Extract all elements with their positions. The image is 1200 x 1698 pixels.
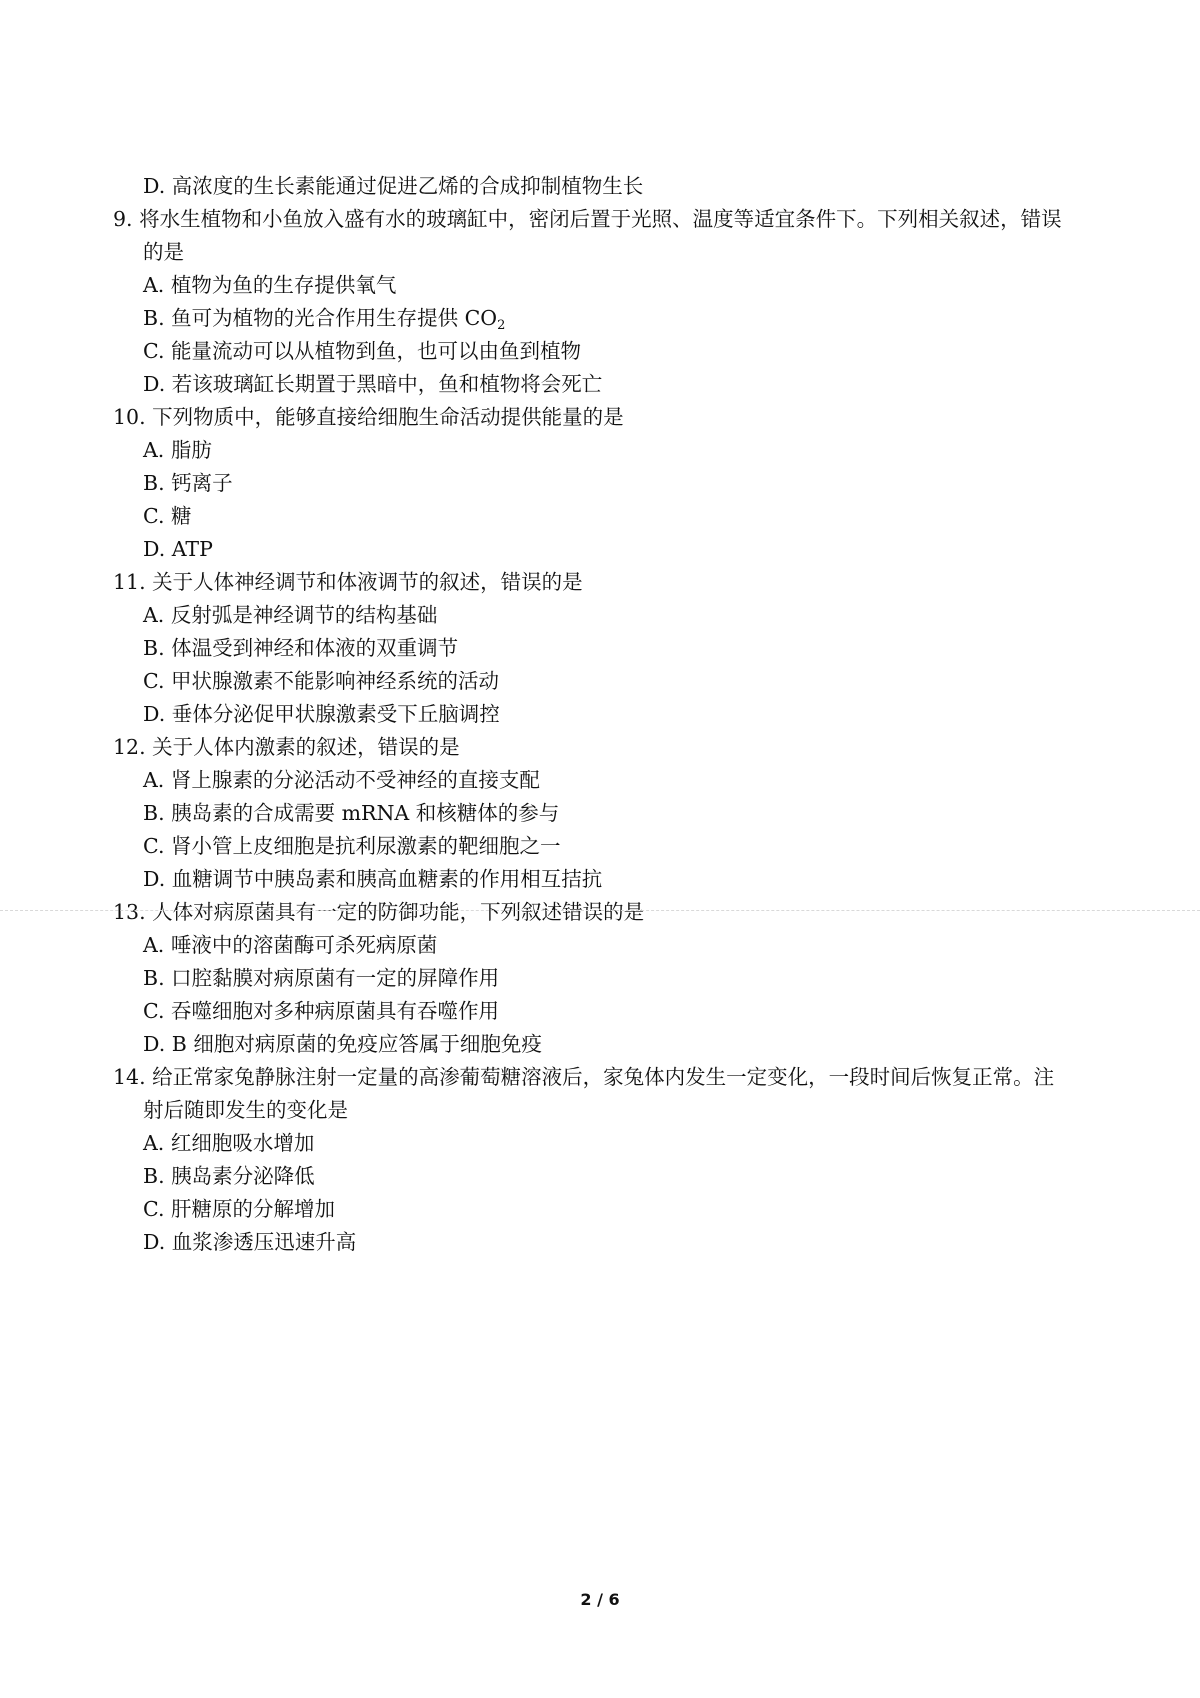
question-9-stem-cont: 的是 [143, 240, 184, 264]
question-10-option-c: C. 糖 [143, 504, 192, 528]
page-number: 2 / 6 [580, 1590, 620, 1609]
question-14-stem: 14. 给正常家兔静脉注射一定量的高渗葡萄糖溶液后，家兔体内发生一定变化，一段时间后恢复正常。注 [113, 1065, 1055, 1089]
option-b-text: B. 鱼可为植物的光合作用生存提供 CO [143, 306, 498, 330]
question-13-option-c: C. 吞噬细胞对多种病原菌具有吞噬作用 [143, 999, 499, 1023]
question-13-option-d: D. B 细胞对病原菌的免疫应答属于细胞免疫 [143, 1032, 542, 1056]
option-d-prev: D. 高浓度的生长素能通过促进乙烯的合成抑制植物生长 [143, 174, 644, 198]
question-list [113, 170, 1103, 1259]
question-10-option-a: A. 脂肪 [143, 438, 212, 462]
question-12-option-d: D. 血糖调节中胰岛素和胰高血糖素的作用相互拮抗 [143, 867, 603, 891]
question-14-option-d: D. 血浆渗透压迅速升高 [143, 1230, 357, 1254]
question-9-option-b [113, 302, 1103, 335]
question-13-stem: 13. 人体对病原菌具有一定的防御功能，下列叙述错误的是 [113, 900, 645, 924]
question-9-option-d: D. 若该玻璃缸长期置于黑暗中，鱼和植物将会死亡 [143, 372, 603, 396]
question-10-stem: 10. 下列物质中，能够直接给细胞生命活动提供能量的是 [113, 405, 624, 429]
question-11-option-c: C. 甲状腺激素不能影响神经系统的活动 [143, 669, 499, 693]
question-12-stem: 12. 关于人体内激素的叙述，错误的是 [113, 735, 460, 759]
question-13-option-b: B. 口腔黏膜对病原菌有一定的屏障作用 [143, 966, 500, 990]
question-12-option-c: C. 肾小管上皮细胞是抗利尿激素的靶细胞之一 [143, 834, 561, 858]
question-9-option-c: C. 能量流动可以从植物到鱼，也可以由鱼到植物 [143, 339, 581, 363]
question-12-option-b: B. 胰岛素的合成需要 mRNA 和核糖体的参与 [143, 801, 560, 825]
question-12-option-a: A. 肾上腺素的分泌活动不受神经的直接支配 [143, 768, 540, 792]
question-14-option-b: B. 胰岛素分泌降低 [143, 1164, 315, 1188]
question-11-stem: 11. 关于人体神经调节和体液调节的叙述，错误的是 [113, 570, 583, 594]
co2-subscript: 2 [497, 318, 506, 333]
question-13-option-a: A. 唾液中的溶菌酶可杀死病原菌 [143, 933, 438, 957]
question-11-option-b: B. 体温受到神经和体液的双重调节 [143, 636, 459, 660]
question-10-option-b: B. 钙离子 [143, 471, 233, 495]
question-9-stem: 9. 将水生植物和小鱼放入盛有水的玻璃缸中，密闭后置于光照、温度等适宜条件下。下列相关叙述，错误 [113, 207, 1062, 231]
question-14-stem-cont: 射后随即发生的变化是 [143, 1098, 348, 1122]
question-14-option-c: C. 肝糖原的分解增加 [143, 1197, 335, 1221]
question-14-option-a: A. 红细胞吸水增加 [143, 1131, 315, 1155]
page-fold-divider [0, 910, 1200, 911]
question-9-option-a: A. 植物为鱼的生存提供氧气 [143, 273, 397, 297]
question-11-option-a: A. 反射弧是神经调节的结构基础 [143, 603, 438, 627]
question-10-option-d: D. ATP [143, 537, 213, 561]
question-11-option-d: D. 垂体分泌促甲状腺激素受下丘脑调控 [143, 702, 500, 726]
